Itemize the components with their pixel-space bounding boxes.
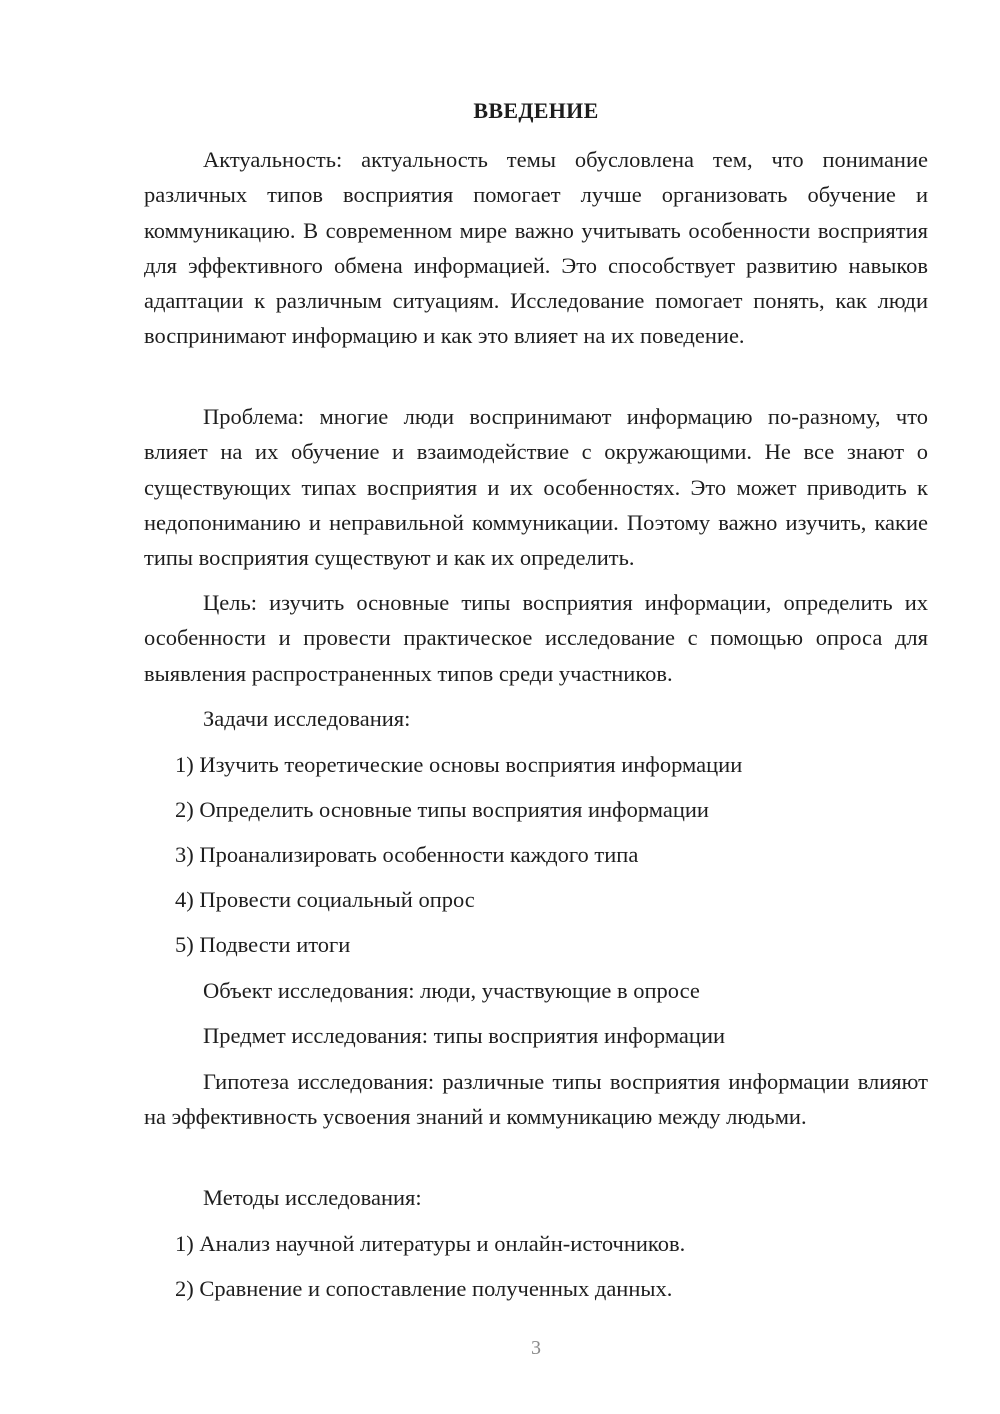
page-number: 3 [531, 1337, 541, 1359]
task-item-5: 5) Подвести итоги [175, 932, 351, 957]
goal-paragraph: Цель: изучить основные типы восприятия информации, определить их особенности и провести практическое исследование с помощью опроса для выявления распространенных типов среди участников. [144, 590, 928, 686]
tasks-heading: Задачи исследования: [203, 706, 411, 731]
hypothesis-paragraph: Гипотеза исследования: различные типы восприятия информации влияют на эффективность усвоения знаний и коммуникацию между людьми. [144, 1069, 928, 1130]
research-object: Объект исследования: люди, участвующие в опросе [203, 978, 700, 1003]
research-subject: Предмет исследования: типы восприятия информации [203, 1023, 726, 1048]
relevance-paragraph: Актуальность: актуальность темы обусловлена тем, что понимание различных типов восприятия помогает лучше организовать обучение и коммуникацию. В современном мире важно учитывать особенности восприятия для эффективного обмена информацией. Это способствует развитию навыков адаптации к различным ситуациям. Исследование помогает понять, как люди воспринимают информацию и как это влияет на их поведение. [144, 147, 928, 349]
task-item-4: 4) Провести социальный опрос [175, 887, 475, 912]
method-item-1: 1) Анализ научной литературы и онлайн-источников. [175, 1231, 686, 1256]
task-item-1: 1) Изучить теоретические основы восприятия информации [175, 752, 743, 777]
document-page [144, 0, 928, 1414]
method-item-2: 2) Сравнение и сопоставление полученных данных. [175, 1276, 673, 1301]
task-item-2: 2) Определить основные типы восприятия информации [175, 797, 709, 822]
task-item-3: 3) Проанализировать особенности каждого типа [175, 842, 639, 867]
problem-paragraph: Проблема: многие люди воспринимают информацию по-разному, что влияет на их обучение и взаимодействие с окружающими. Не все знают о существующих типах восприятия и их особенностях. Это может приводить к недопониманию и неправильной коммуникации. Поэтому важно изучить, какие типы восприятия существуют и как их определить. [144, 404, 928, 571]
methods-heading: Методы исследования: [203, 1185, 422, 1210]
section-title: ВВЕДЕНИЕ [473, 98, 599, 123]
